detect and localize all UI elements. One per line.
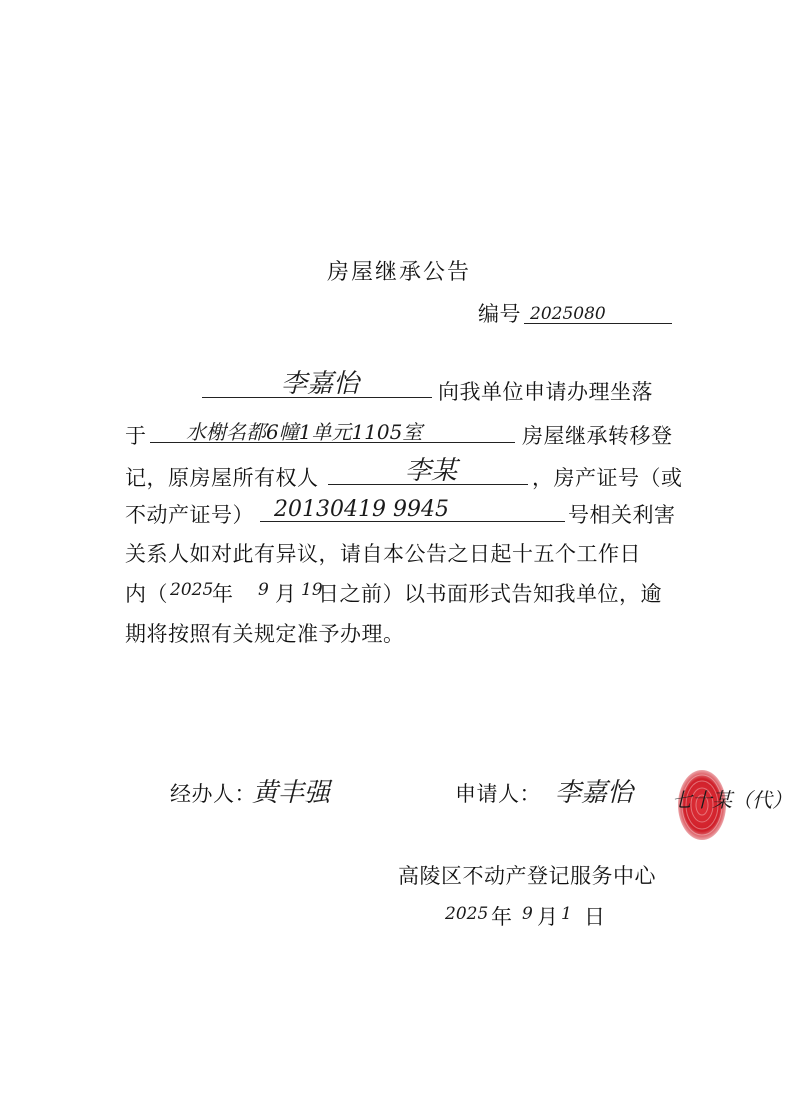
cert-number: 20130419 9945 [274, 497, 449, 522]
address-value: 水榭名都6幢1单元1105室 [186, 420, 423, 444]
line3-text: ，房产证号（或 [532, 466, 683, 490]
date-year: 2025 [445, 904, 489, 924]
date-month: 9 [522, 904, 533, 924]
handler-label: 经办人： [170, 782, 256, 806]
applicant-label: 申请人： [455, 782, 541, 806]
line3-prefix: 记，原房屋所有权人 [125, 466, 319, 490]
line2-prefix: 于 [125, 424, 147, 448]
line5-text: 关系人如对此有异议，请自本公告之日起十五个工作日 [125, 542, 641, 566]
notice-title: 房屋继承公告 [327, 260, 472, 285]
applicant-signature: 李嘉怡 [555, 778, 634, 808]
extra-signature: 七十某（代） [672, 788, 792, 812]
line4-text: 号相关利害 [568, 503, 676, 527]
cert-field [260, 495, 565, 522]
applicant-field [202, 371, 432, 398]
line1-text: 向我单位申请办理坐落 [438, 380, 653, 404]
deadline-month-label: 月 [275, 582, 297, 606]
number-label: 编号 [478, 302, 521, 326]
line2-text: 房屋继承转移登 [522, 424, 673, 448]
date-month-label: 月 [537, 905, 559, 929]
deadline-day: 19 [301, 580, 323, 600]
deadline-month: 9 [258, 580, 269, 600]
applicant-name: 李嘉怡 [280, 369, 359, 399]
line6-text: 日之前）以书面形式告知我单位，逾 [318, 582, 662, 606]
owner-name: 李某 [404, 456, 457, 486]
date-day-label: 日 [584, 905, 606, 929]
organization-name: 高陵区不动产登记服务中心 [398, 864, 656, 888]
line7-text: 期将按照有关规定准予办理。 [125, 622, 405, 646]
handler-signature: 黄丰强 [252, 778, 331, 808]
deadline-year: 2025 [170, 580, 214, 600]
number-value: 2025080 [530, 304, 606, 324]
line6-prefix: 内（ [125, 582, 168, 606]
number-field [524, 297, 672, 324]
date-day: 1 [561, 904, 572, 924]
address-field [150, 416, 515, 443]
date-year-label: 年 [491, 905, 513, 929]
deadline-year-label: 年 [212, 582, 234, 606]
owner-field [328, 458, 528, 485]
line4-prefix: 不动产证号） [125, 503, 254, 527]
